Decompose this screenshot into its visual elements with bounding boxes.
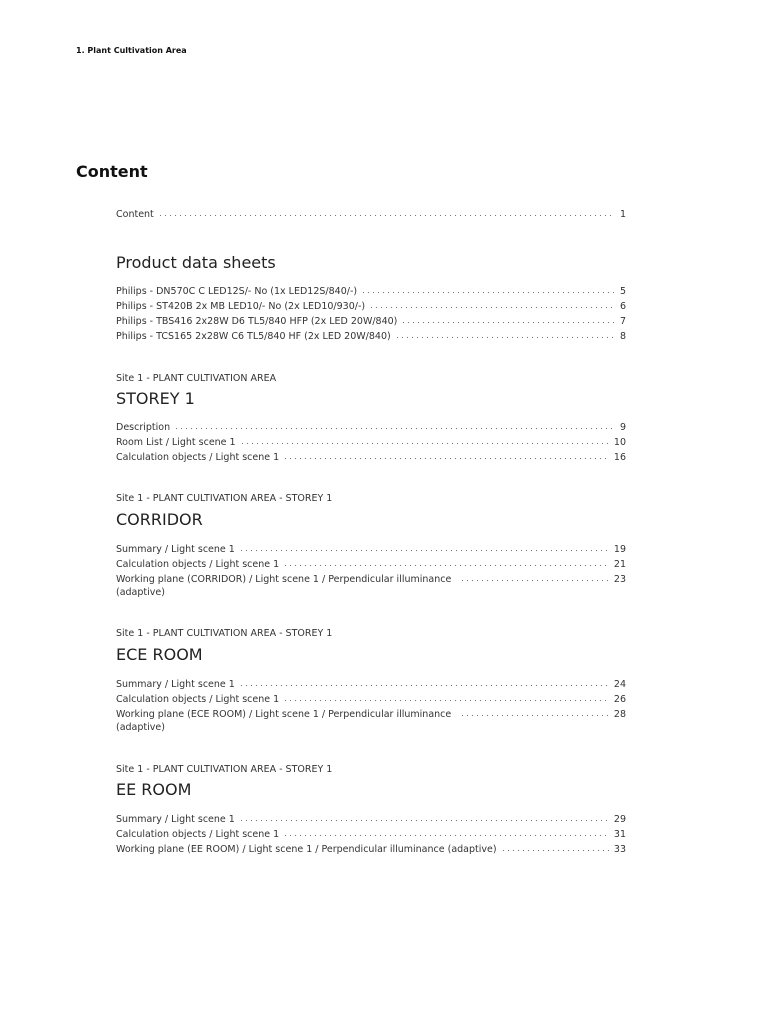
toc-entry[interactable] bbox=[116, 828, 626, 841]
leader-dots bbox=[239, 813, 610, 822]
toc-entry-label: Calculation objects / Light scene 1 bbox=[116, 694, 280, 705]
toc-entry-label: Summary / Light scene 1 bbox=[116, 679, 235, 690]
toc-entry[interactable] bbox=[116, 843, 626, 856]
toc-entry[interactable] bbox=[116, 300, 626, 313]
toc-entry-label: Philips - TCS165 2x28W C6 TL5/840 HF (2x LED 20W/840) bbox=[116, 331, 391, 342]
toc-entry[interactable] bbox=[116, 558, 626, 571]
toc-entry-page: 16 bbox=[613, 452, 626, 463]
toc-entry-label: Room List / Light scene 1 bbox=[116, 437, 236, 448]
leader-dots bbox=[158, 208, 614, 217]
toc-entry[interactable] bbox=[116, 436, 626, 449]
toc-entry-content[interactable] bbox=[116, 208, 626, 221]
toc-entry-page: 24 bbox=[613, 679, 626, 690]
toc-entry-page: 6 bbox=[619, 301, 626, 312]
leader-dots bbox=[501, 843, 610, 852]
toc-entry-label: Working plane (CORRIDOR) / Light scene 1 / Perpendicular illuminance (adaptive) bbox=[116, 574, 452, 598]
toc-entry-label: Description bbox=[116, 422, 171, 433]
toc-entry-page: 23 bbox=[613, 574, 626, 585]
toc-entry-label: Calculation objects / Light scene 1 bbox=[116, 559, 280, 570]
toc-entry[interactable] bbox=[116, 421, 626, 434]
section-title-ee-room: EE ROOM bbox=[116, 780, 192, 799]
toc-entry-page: 9 bbox=[619, 422, 626, 433]
toc-entry-page: 19 bbox=[613, 544, 626, 555]
toc-entry-page: 5 bbox=[619, 286, 626, 297]
leader-dots bbox=[460, 708, 610, 717]
toc-entry-label: Content bbox=[116, 209, 154, 220]
leader-dots bbox=[369, 300, 614, 309]
leader-dots bbox=[460, 573, 610, 582]
section-title-ece-room: ECE ROOM bbox=[116, 645, 203, 664]
leader-dots bbox=[401, 315, 614, 324]
leader-dots bbox=[239, 678, 610, 687]
toc-entry-label: Calculation objects / Light scene 1 bbox=[116, 452, 280, 463]
toc-entry-page: 26 bbox=[613, 694, 626, 705]
section-title-product-data-sheets: Product data sheets bbox=[116, 253, 276, 272]
section-supertitle: Site 1 - PLANT CULTIVATION AREA - STOREY 1 bbox=[116, 764, 333, 775]
toc-entry-label: Philips - TBS416 2x28W D6 TL5/840 HFP (2x LED 20W/840) bbox=[116, 316, 398, 327]
toc-entry-page: 10 bbox=[613, 437, 626, 448]
leader-dots bbox=[361, 285, 614, 294]
toc-entry-page: 8 bbox=[619, 331, 626, 342]
leader-dots bbox=[174, 421, 614, 430]
toc-entry[interactable] bbox=[116, 708, 626, 734]
toc-entry-page: 29 bbox=[613, 814, 626, 825]
toc-entry[interactable] bbox=[116, 315, 626, 328]
toc-entry-label: Working plane (EE ROOM) / Light scene 1 / Perpendicular illuminance (adaptive) bbox=[116, 844, 497, 855]
toc-entry[interactable] bbox=[116, 543, 626, 556]
toc-entry-label: Calculation objects / Light scene 1 bbox=[116, 829, 280, 840]
leader-dots bbox=[240, 436, 610, 445]
toc-entry-page: 28 bbox=[613, 709, 626, 720]
section-title-corridor: CORRIDOR bbox=[116, 510, 203, 529]
toc-entry-page: 1 bbox=[619, 209, 626, 220]
leader-dots bbox=[283, 828, 610, 837]
toc-entry-label: Philips - ST420B 2x MB LED10/- No (2x LED10/930/-) bbox=[116, 301, 366, 312]
toc-entry[interactable] bbox=[116, 693, 626, 706]
toc-entry[interactable] bbox=[116, 813, 626, 826]
leader-dots bbox=[239, 543, 610, 552]
toc-entry-label: Working plane (ECE ROOM) / Light scene 1 / Perpendicular illuminance (adaptive) bbox=[116, 709, 452, 733]
leader-dots bbox=[283, 558, 610, 567]
toc-entry-page: 31 bbox=[613, 829, 626, 840]
toc-entry-label: Summary / Light scene 1 bbox=[116, 814, 235, 825]
header-breadcrumb: 1. Plant Cultivation Area bbox=[76, 46, 187, 55]
leader-dots bbox=[395, 330, 614, 339]
section-title-storey: STOREY 1 bbox=[116, 389, 195, 408]
toc-entry-label: Philips - DN570C C LED12S/- No (1x LED12S/840/-) bbox=[116, 286, 358, 297]
leader-dots bbox=[283, 451, 610, 460]
toc-entry-page: 7 bbox=[619, 316, 626, 327]
section-supertitle: Site 1 - PLANT CULTIVATION AREA - STOREY 1 bbox=[116, 628, 333, 639]
toc-entry[interactable] bbox=[116, 330, 626, 343]
toc-entry[interactable] bbox=[116, 573, 626, 599]
toc-entry-page: 33 bbox=[613, 844, 626, 855]
toc-entry-label: Summary / Light scene 1 bbox=[116, 544, 235, 555]
toc-entry[interactable] bbox=[116, 285, 626, 298]
toc-entry[interactable] bbox=[116, 451, 626, 464]
toc-entry-page: 21 bbox=[613, 559, 626, 570]
leader-dots bbox=[283, 693, 610, 702]
page-title: Content bbox=[76, 162, 148, 181]
toc-entry[interactable] bbox=[116, 678, 626, 691]
section-supertitle: Site 1 - PLANT CULTIVATION AREA - STOREY 1 bbox=[116, 493, 333, 504]
section-supertitle: Site 1 - PLANT CULTIVATION AREA bbox=[116, 373, 277, 384]
